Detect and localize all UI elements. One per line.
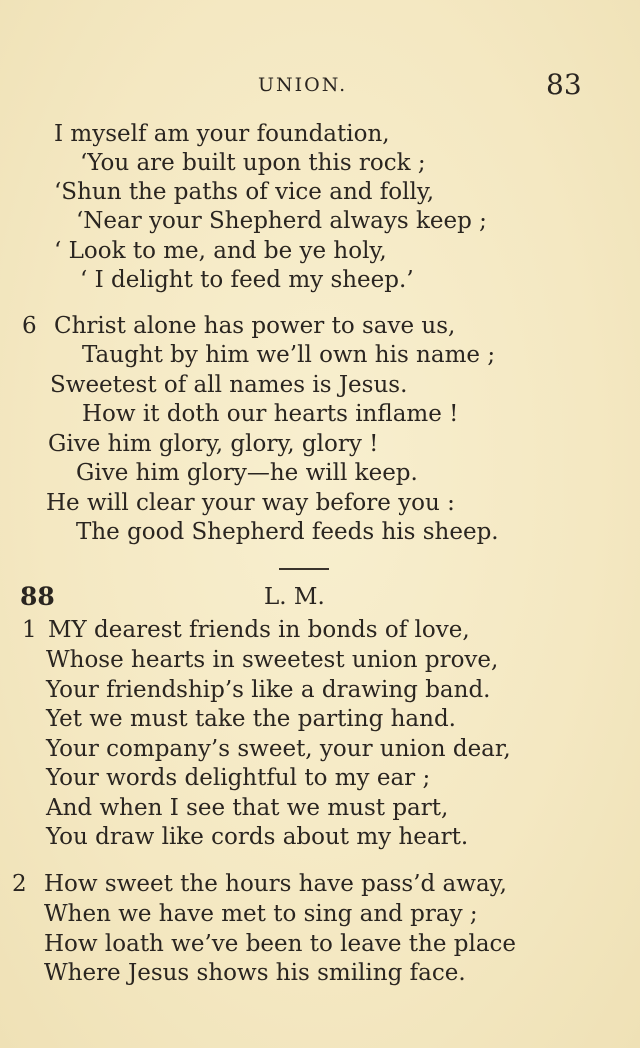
verse-line: ‘You are built upon this rock ; [80,150,426,176]
verse-line: Sweetest of all names is Jesus. [50,372,408,398]
verse-line: I myself am your foundation, [54,121,390,147]
verse-line: Give him glory, glory, glory ! [48,431,379,457]
verse-line: When we have met to sing and pray ; [44,901,478,927]
running-head: UNION. [258,74,348,96]
verse-line: The good Shepherd feeds his sheep. [76,519,499,545]
verse-line: Yet we must take the parting hand. [46,706,456,732]
stanza-number: 6 [22,313,37,339]
verse-line: Christ alone has power to save us, [54,313,456,339]
verse-line: And when I see that we must part, [46,795,449,821]
verse-line: Where Jesus shows his smiling face. [44,960,466,986]
verse-line: MY dearest friends in bonds of love, [48,617,470,643]
verse-line: Your friendship’s like a drawing band. [46,677,491,703]
verse-line: Give him glory—he will keep. [76,460,418,486]
stanza-number: 1 [22,617,37,643]
hymn-number: 88 [20,582,55,611]
verse-line: He will clear your way before you : [46,490,455,516]
verse-line: ‘Shun the paths of vice and folly, [54,179,435,205]
hymn-divider-rule [279,568,329,570]
stanza-number: 2 [12,871,27,897]
hymn-meter: L. M. [264,584,325,610]
verse-line: Your words delightful to my ear ; [46,765,431,791]
verse-line: How it doth our hearts inflame ! [82,401,459,427]
page-number: 83 [546,68,582,101]
verse-line: ‘ Look to me, and be ye holy, [54,238,387,264]
verse-line: Taught by him we’ll own his name ; [82,342,496,368]
verse-line: How sweet the hours have pass’d away, [44,871,507,897]
verse-line: Whose hearts in sweetest union prove, [46,647,499,673]
verse-line: How loath we’ve been to leave the place [44,931,517,957]
verse-line: Your company’s sweet, your union dear, [46,736,511,762]
verse-line: ‘Near your Shepherd always keep ; [76,208,487,234]
verse-line: ‘ I delight to feed my sheep.’ [80,267,414,293]
verse-line: You draw like cords about my heart. [46,824,469,850]
